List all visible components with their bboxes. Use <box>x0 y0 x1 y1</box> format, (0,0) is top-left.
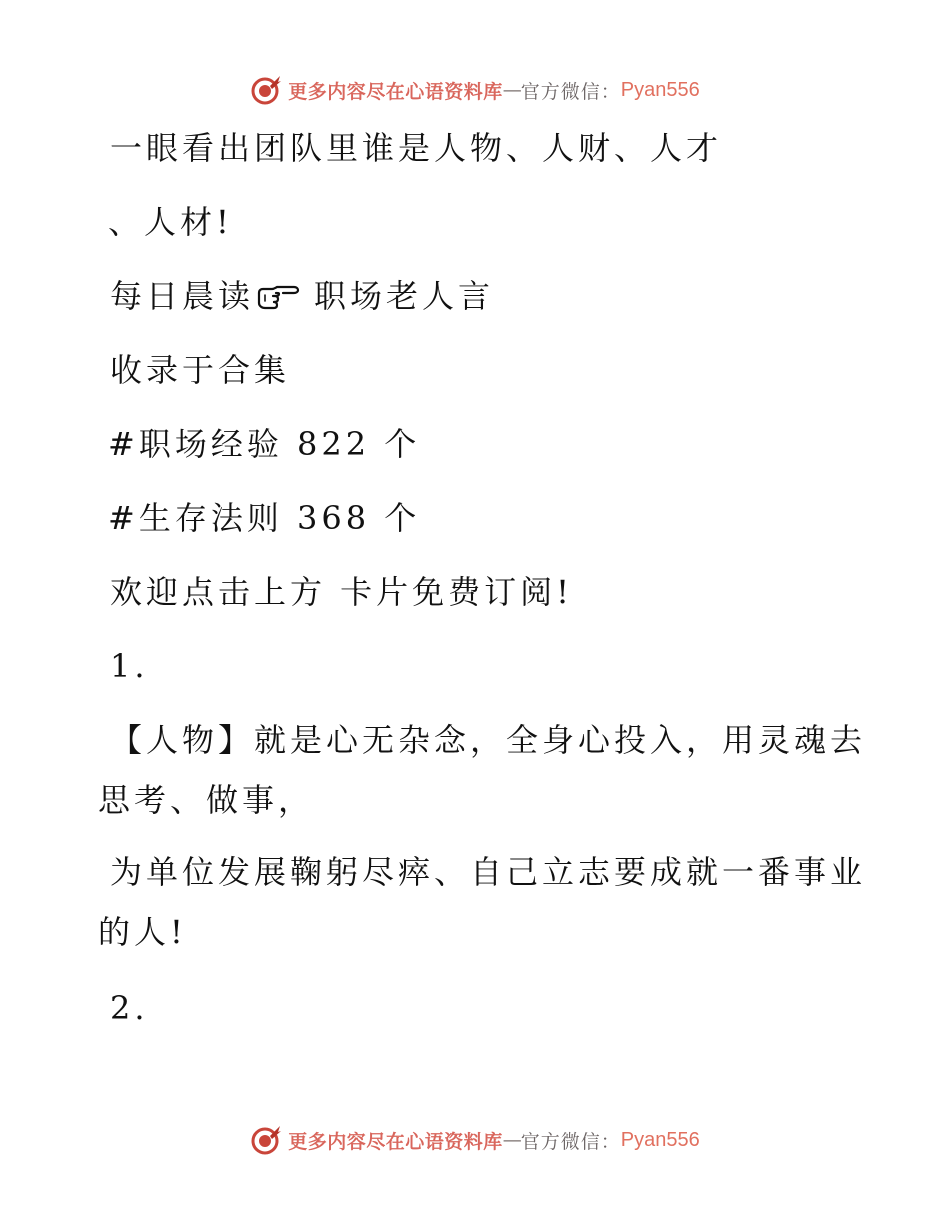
morning-read-line <box>110 276 494 316</box>
pointing-hand-icon <box>256 285 300 311</box>
column-name: 职场老人言 <box>314 277 495 315</box>
banner-text: 更多内容尽在心语资料库 <box>288 80 503 103</box>
collection-tag-workplace[interactable]: #职场经验 822 个 <box>108 425 421 463</box>
logo-icon <box>250 74 282 106</box>
collection-label: 收录于合集 <box>110 351 291 389</box>
paragraph-1-line-2: 思考、做事， <box>98 781 315 819</box>
section-number-1: 1. <box>110 647 149 685</box>
paragraph-2-line-2: 的人! <box>98 913 187 951</box>
section-number-2: 2. <box>110 989 149 1027</box>
article-title-line-1: 一眼看出团队里谁是人物、人财、人才 <box>110 129 723 167</box>
banner-wechat-id: Pyan556 <box>620 1128 700 1151</box>
banner-wechat-id: Pyan556 <box>620 78 700 101</box>
article-title-line-2: 、人材! <box>108 203 233 241</box>
morning-read-label: 每日晨读 <box>110 277 255 315</box>
logo-icon <box>250 1124 282 1156</box>
paragraph-1-line-1: 【人物】就是心无杂念，全身心投入，用灵魂去 <box>110 721 867 759</box>
paragraph-2-line-1: 为单位发展鞠躬尽瘁、自己立志要成就一番事业 <box>110 853 867 891</box>
footer-banner <box>0 1120 950 1160</box>
banner-wechat-label: 官方微信： <box>520 80 621 103</box>
banner-dash: — <box>502 79 521 101</box>
banner-wechat-label: 官方微信： <box>520 1130 621 1153</box>
banner-dash: — <box>502 1129 521 1151</box>
banner-text: 更多内容尽在心语资料库 <box>288 1130 503 1153</box>
subscribe-prompt: 欢迎点击上方 卡片免费订阅! <box>110 573 574 611</box>
collection-tag-survival[interactable]: #生存法则 368 个 <box>108 499 421 537</box>
header-banner <box>0 70 950 110</box>
